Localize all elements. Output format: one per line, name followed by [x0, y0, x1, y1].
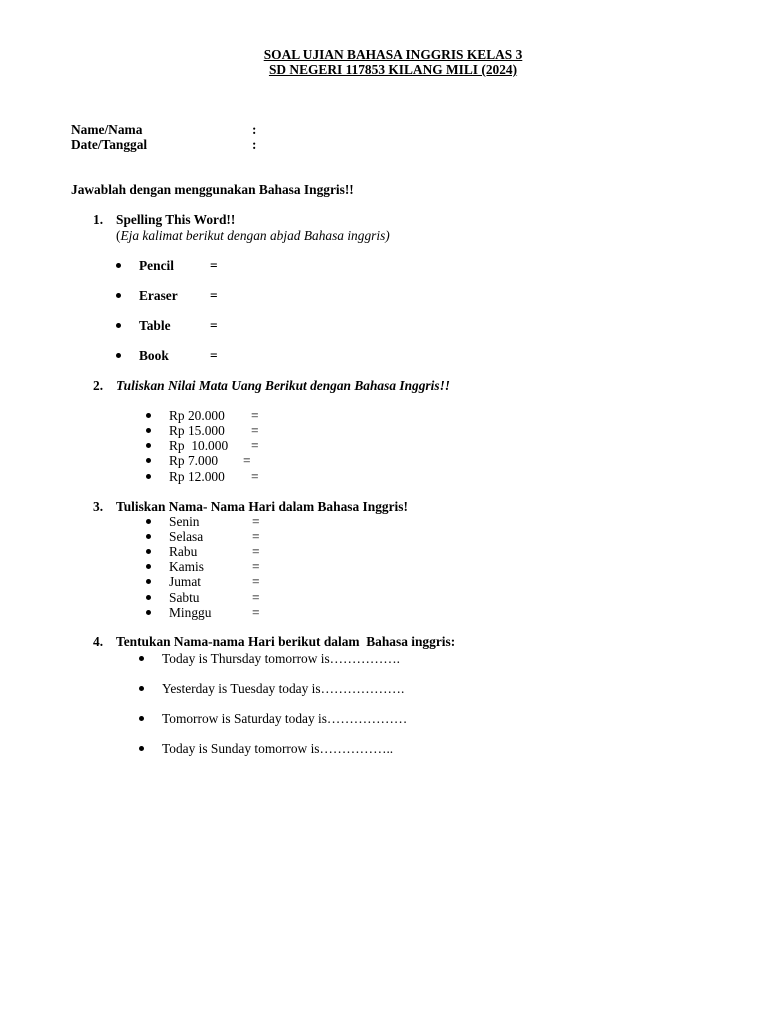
q3-item-text: Senin	[169, 514, 200, 529]
q3-number: 3.	[93, 499, 104, 514]
bullet-icon	[146, 595, 151, 600]
q3-item-equals: =	[252, 559, 260, 574]
q1-item-word: Table	[139, 318, 171, 333]
q3-item-text: Selasa	[169, 529, 204, 544]
q2-item-text: Rp 7.000	[169, 453, 219, 468]
q2-item-equals: =	[251, 408, 259, 423]
bullet-icon	[146, 519, 151, 524]
bullet-icon	[146, 549, 151, 554]
q2-item-text: Rp 20.000	[169, 408, 225, 423]
name-field-colon: :	[252, 122, 257, 137]
q1-item-equals: =	[210, 318, 218, 333]
bullet-icon	[146, 458, 151, 463]
bullet-icon	[146, 610, 151, 615]
bullet-icon	[116, 293, 121, 298]
q1-subtitle-text: Eja kalimat berikut dengan abjad Bahasa inggris)	[120, 228, 390, 243]
q2-item-equals: =	[251, 423, 259, 438]
bullet-icon	[116, 263, 121, 268]
q3-item-equals: =	[252, 544, 260, 559]
q4-number: 4.	[93, 634, 104, 649]
name-field-label: Name/Nama	[71, 122, 143, 137]
q1-item-equals: =	[210, 348, 218, 363]
q3-item-text: Sabtu	[169, 590, 200, 605]
q3-item-equals: =	[252, 605, 260, 620]
q1-item-word: Eraser	[139, 288, 178, 303]
q3-item-text: Rabu	[169, 544, 198, 559]
q1-item-equals: =	[210, 288, 218, 303]
q4-item-text: Tomorrow is Saturday today is………………	[162, 711, 408, 726]
q2-item-text: Rp 12.000	[169, 469, 225, 484]
bullet-icon	[146, 474, 151, 479]
q3-item-equals: =	[252, 590, 260, 605]
bullet-icon	[116, 353, 121, 358]
bullet-icon	[146, 534, 151, 539]
q2-item-text: Rp 15.000	[169, 423, 225, 438]
bullet-icon	[146, 428, 151, 433]
q1-item-word: Pencil	[139, 258, 174, 273]
q3-item-text: Kamis	[169, 559, 204, 574]
q1-number: 1.	[93, 212, 104, 227]
q3-item-text: Minggu	[169, 605, 212, 620]
q4-item-text: Today is Sunday tomorrow is……………..	[162, 741, 394, 756]
q1-subtitle-paren: (	[116, 228, 121, 243]
bullet-icon	[146, 413, 151, 418]
q1-title: Spelling This Word!!	[116, 212, 236, 227]
bullet-icon	[139, 656, 144, 661]
exam-title-line-2: SD NEGERI 117853 KILANG MILI (2024)	[268, 62, 518, 77]
q3-item-equals: =	[252, 514, 260, 529]
q4-item-text: Yesterday is Tuesday today is……………….	[162, 681, 405, 696]
bullet-icon	[139, 746, 144, 751]
bullet-icon	[139, 686, 144, 691]
q4-item-text: Today is Thursday tomorrow is…………….	[162, 651, 400, 666]
q3-item-equals: =	[252, 574, 260, 589]
bullet-icon	[146, 564, 151, 569]
q2-item-equals: =	[251, 469, 259, 484]
bullet-icon	[146, 443, 151, 448]
date-field-colon: :	[252, 137, 257, 152]
date-field-label: Date/Tanggal	[71, 137, 148, 152]
q1-item-equals: =	[210, 258, 218, 273]
q2-title: Tuliskan Nilai Mata Uang Berikut dengan Bahasa Inggris!!	[116, 378, 450, 393]
q2-item-equals: =	[251, 438, 259, 453]
q3-title: Tuliskan Nama- Nama Hari dalam Bahasa Inggris!	[116, 499, 408, 514]
q3-item-equals: =	[252, 529, 260, 544]
q3-item-text: Jumat	[169, 574, 201, 589]
q1-item-word: Book	[139, 348, 169, 363]
q4-title: Tentukan Nama-nama Hari berikut dalam Bahasa inggris:	[116, 634, 456, 649]
q2-item-equals: =	[243, 453, 251, 468]
bullet-icon	[146, 579, 151, 584]
exam-title-line-1: SOAL UJIAN BAHASA INGGRIS KELAS 3	[263, 47, 523, 62]
bullet-icon	[139, 716, 144, 721]
q2-item-text: Rp 10.000	[169, 438, 229, 453]
bullet-icon	[116, 323, 121, 328]
general-instruction: Jawablah dengan menggunakan Bahasa Inggris!!	[71, 182, 354, 197]
q2-number: 2.	[93, 378, 104, 393]
q1-subtitle	[116, 228, 390, 243]
